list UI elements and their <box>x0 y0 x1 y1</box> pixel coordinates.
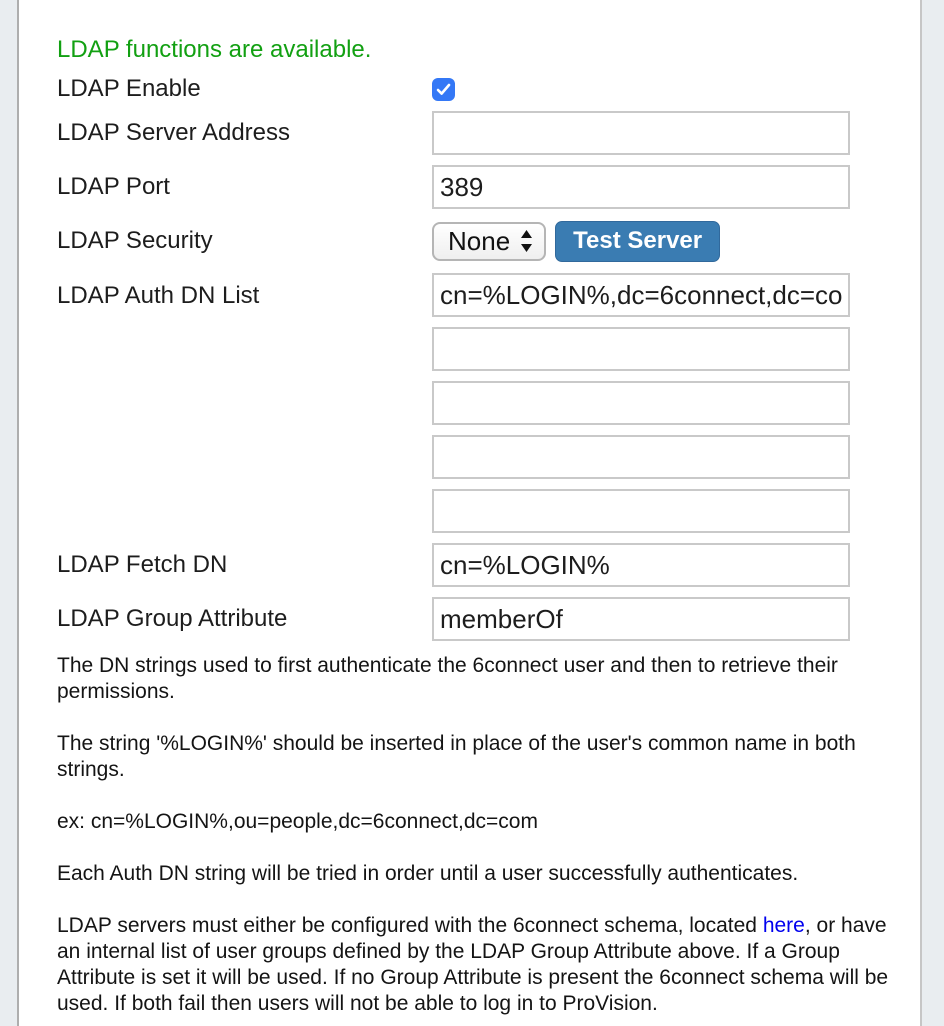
ldap-fetch-dn-input[interactable] <box>432 543 850 587</box>
page-right-gutter <box>920 0 944 1026</box>
ldap-security-selected-value: None <box>448 225 511 256</box>
ldap-fetch-dn-label: LDAP Fetch DN <box>57 551 228 578</box>
ldap-fetch-dn-row <box>57 543 888 587</box>
ldap-server-address-label: LDAP Server Address <box>57 119 291 146</box>
select-updown-arrows-icon <box>519 229 534 253</box>
help-paragraph-auth-order: Each Auth DN string will be tried in order until a user successfully authenticates. <box>57 862 799 885</box>
help-schema-text-after: , or have an internal list of user groups defined by the LDAP Group Attribute above. If a Group Attribute is set it will be used. If no Group Attribute is present the 6connect schema will be used. If both fail then users will not be able to log in to ProVision. <box>57 914 889 1015</box>
ldap-auth-dn-input-3[interactable] <box>432 381 850 425</box>
ldap-security-select[interactable] <box>432 222 546 261</box>
ldap-auth-dn-list-row <box>57 273 888 533</box>
ldap-group-attribute-label: LDAP Group Attribute <box>57 605 288 632</box>
ldap-enable-checkbox[interactable] <box>432 78 455 101</box>
help-paragraph-schema <box>57 913 889 1017</box>
ldap-auth-dn-input-5[interactable] <box>432 489 850 533</box>
ldap-security-row <box>57 219 888 263</box>
help-paragraph-dn-strings: The DN strings used to first authenticate the 6connect user and then to retrieve their permissions. <box>57 654 838 703</box>
help-paragraph-login-placeholder: The string '%LOGIN%' should be inserted in place of the user's common name in both strings. <box>57 732 856 781</box>
ldap-port-input[interactable] <box>432 165 850 209</box>
ldap-security-label: LDAP Security <box>57 227 213 254</box>
ldap-auth-dn-input-1[interactable] <box>432 273 850 317</box>
ldap-auth-dn-input-2[interactable] <box>432 327 850 371</box>
ldap-settings-panel <box>21 0 918 1026</box>
ldap-auth-dn-inputs <box>432 273 850 533</box>
ldap-port-label: LDAP Port <box>57 173 170 200</box>
ldap-group-attribute-row <box>57 597 888 641</box>
help-schema-text-before: LDAP servers must either be configured with the 6connect schema, located <box>57 914 763 937</box>
ldap-server-address-input[interactable] <box>432 111 850 155</box>
ldap-port-row <box>57 165 888 209</box>
ldap-help-text <box>57 653 889 1017</box>
ldap-group-attribute-input[interactable] <box>432 597 850 641</box>
ldap-auth-dn-list-label: LDAP Auth DN List <box>57 282 260 309</box>
ldap-enable-label: LDAP Enable <box>57 75 201 102</box>
schema-here-link[interactable]: here <box>762 914 805 937</box>
ldap-status-message: LDAP functions are available. <box>57 36 372 63</box>
test-server-button[interactable]: Test Server <box>555 221 720 262</box>
ldap-server-address-row <box>57 111 888 155</box>
page-left-gutter <box>0 0 19 1026</box>
help-paragraph-example: ex: cn=%LOGIN%,ou=people,dc=6connect,dc=com <box>57 810 538 833</box>
checkmark-icon <box>436 83 451 96</box>
ldap-enable-row <box>57 75 888 103</box>
ldap-auth-dn-input-4[interactable] <box>432 435 850 479</box>
